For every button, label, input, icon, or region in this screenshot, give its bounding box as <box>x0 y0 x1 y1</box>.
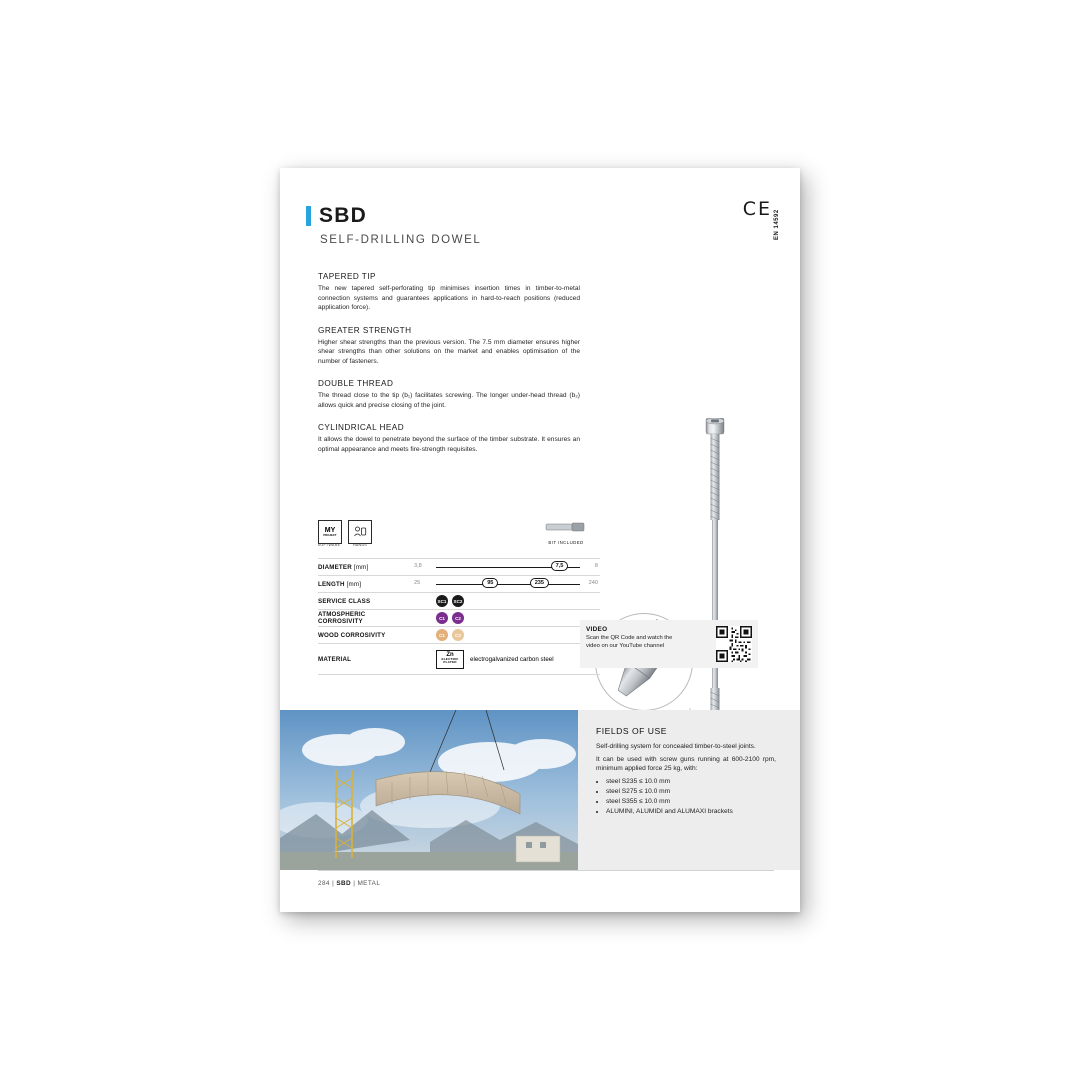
ce-marking <box>742 198 780 240</box>
table-row <box>318 558 600 576</box>
diameter-min: 3,8 <box>414 563 422 569</box>
footer-divider <box>318 870 774 871</box>
material-label: MATERIAL <box>318 655 352 663</box>
product-subtitle: SELF-DRILLING DOWEL <box>320 234 482 246</box>
status-badge: SC2 <box>452 595 464 607</box>
zinc-symbol: Zn <box>446 651 454 658</box>
spec-label <box>318 564 410 571</box>
length-value-min: 95 <box>482 578 498 588</box>
feature-heading: DOUBLE THREAD <box>318 379 394 389</box>
atmospheric-corrosivity-label: ATMOSPHERIC CORROSIVITY <box>318 611 366 625</box>
hands-icon <box>348 520 372 544</box>
ce-icon: CE <box>742 198 772 220</box>
diameter-unit: [mm] <box>353 563 369 571</box>
page-footer <box>280 870 800 912</box>
footer-section: METAL <box>357 880 381 887</box>
bit-icon <box>544 521 588 533</box>
length-min: 25 <box>414 580 421 586</box>
application-photo <box>280 710 578 870</box>
table-row <box>318 610 600 627</box>
status-badge: C1 <box>436 629 448 641</box>
length-value-max: 235 <box>530 578 549 588</box>
product-image-area <box>580 228 780 788</box>
hands-glyph <box>353 525 367 539</box>
ce-norm-label: EN 14592 <box>774 209 780 240</box>
hands-caption: HANDS <box>352 543 368 547</box>
table-row <box>318 627 600 644</box>
feature-body: Higher shear strengths than the previous version. The 7.5 mm diameter ensures higher shear strengths than other solutions on the market and enables optimisation of the number of fasteners. <box>318 338 580 365</box>
status-badge: C1 <box>436 612 448 624</box>
zinc-plated-badge <box>436 650 464 669</box>
fields-of-use <box>596 726 776 818</box>
video-title: VIDEO <box>586 626 608 633</box>
icon-strip <box>318 520 598 550</box>
table-row <box>318 576 600 593</box>
fields-of-use-paragraph: It can be used with screw guns running at 600-2100 rpm, minimum applied force 25 kg, with: <box>596 755 776 773</box>
table-row <box>318 593 600 610</box>
spec-table <box>318 558 600 675</box>
length-max: 240 <box>588 580 598 586</box>
spec-label <box>318 581 410 588</box>
list-item: • steel S275 ≤ 10.0 mm <box>606 787 776 797</box>
diameter-max: 8 <box>594 563 598 569</box>
footer-separator: | <box>332 880 335 887</box>
qr-code-icon[interactable] <box>716 626 752 662</box>
feature-heading: TAPERED TIP <box>318 272 376 281</box>
product-title-row <box>306 204 367 228</box>
catalog-page <box>280 168 800 912</box>
fields-of-use-title: FIELDS OF USE <box>596 726 667 736</box>
bit-included-caption: BIT INCLUDED <box>548 540 584 545</box>
my-project-label: MY <box>324 527 336 535</box>
footer-separator: | <box>353 880 356 887</box>
feature-body: The new tapered self-perforating tip minimises insertion times in timber-to-metal connection systems and guarantees applications in hard-to-reach positions (reduced application force). <box>318 285 580 312</box>
service-class-label: SERVICE CLASS <box>318 597 371 605</box>
accent-bar <box>306 206 311 226</box>
status-badge: C2 <box>452 629 464 641</box>
diameter-label: DIAMETER <box>318 563 352 571</box>
wood-corrosivity-badges <box>410 627 600 643</box>
my-project-sub: PROJECT <box>323 533 337 538</box>
service-class-badges <box>410 593 600 609</box>
fields-of-use-paragraph: Self-drilling system for concealed timber-to-steel joints. <box>596 743 756 750</box>
atmospheric-corrosivity-badges <box>410 610 600 626</box>
length-scale <box>410 576 600 592</box>
my-project-caption: SOFTWARE <box>317 543 341 547</box>
scale-line <box>436 584 580 585</box>
diameter-value: 7,5 <box>551 561 569 571</box>
list-item: • ALUMINI, ALUMIDI and ALUMAXI brackets <box>606 807 776 817</box>
feature-list <box>318 272 580 467</box>
construction-site-image <box>280 710 578 870</box>
video-text: Scan the QR Code and watch the video on our YouTube channel <box>586 635 673 649</box>
material-value <box>410 651 600 667</box>
footer-product: SBD <box>336 880 352 887</box>
length-unit: [mm] <box>346 580 362 588</box>
wood-corrosivity-label: WOOD CORROSIVITY <box>318 631 386 639</box>
fields-of-use-band <box>280 710 800 870</box>
my-project-software-icon <box>318 520 342 544</box>
feature-body: The thread close to the tip (b₁) facilitates screwing. The longer under-head thread (b₂) allows quick and precise closing of the joint. <box>318 392 580 409</box>
page-header <box>280 168 800 708</box>
diameter-scale <box>410 559 600 575</box>
video-box[interactable] <box>580 620 758 668</box>
status-badge: SC1 <box>436 595 448 607</box>
status-badge: C2 <box>452 612 464 624</box>
breadcrumb <box>318 880 380 887</box>
table-row <box>318 644 600 675</box>
footer-page-number: 284 <box>318 880 330 887</box>
fields-of-use-list <box>596 777 776 818</box>
material-text: electrogalvanized carbon steel <box>470 655 554 663</box>
feature-heading: CYLINDRICAL HEAD <box>318 423 405 433</box>
page-title: SBD <box>319 204 367 227</box>
list-item: • steel S355 ≤ 10.0 mm <box>606 797 776 807</box>
length-label: LENGTH <box>318 580 345 588</box>
feature-heading: GREATER STRENGTH <box>318 325 412 335</box>
zinc-sub: ELECTRIC PLATED <box>441 656 459 664</box>
list-item: • steel S235 ≤ 10.0 mm <box>606 777 776 787</box>
feature-body: It allows the dowel to penetrate beyond the surface of the timber substrate. It ensures an optimal appearance and meets fire-strength requisites. <box>318 436 580 453</box>
bit-included-block <box>534 520 598 545</box>
